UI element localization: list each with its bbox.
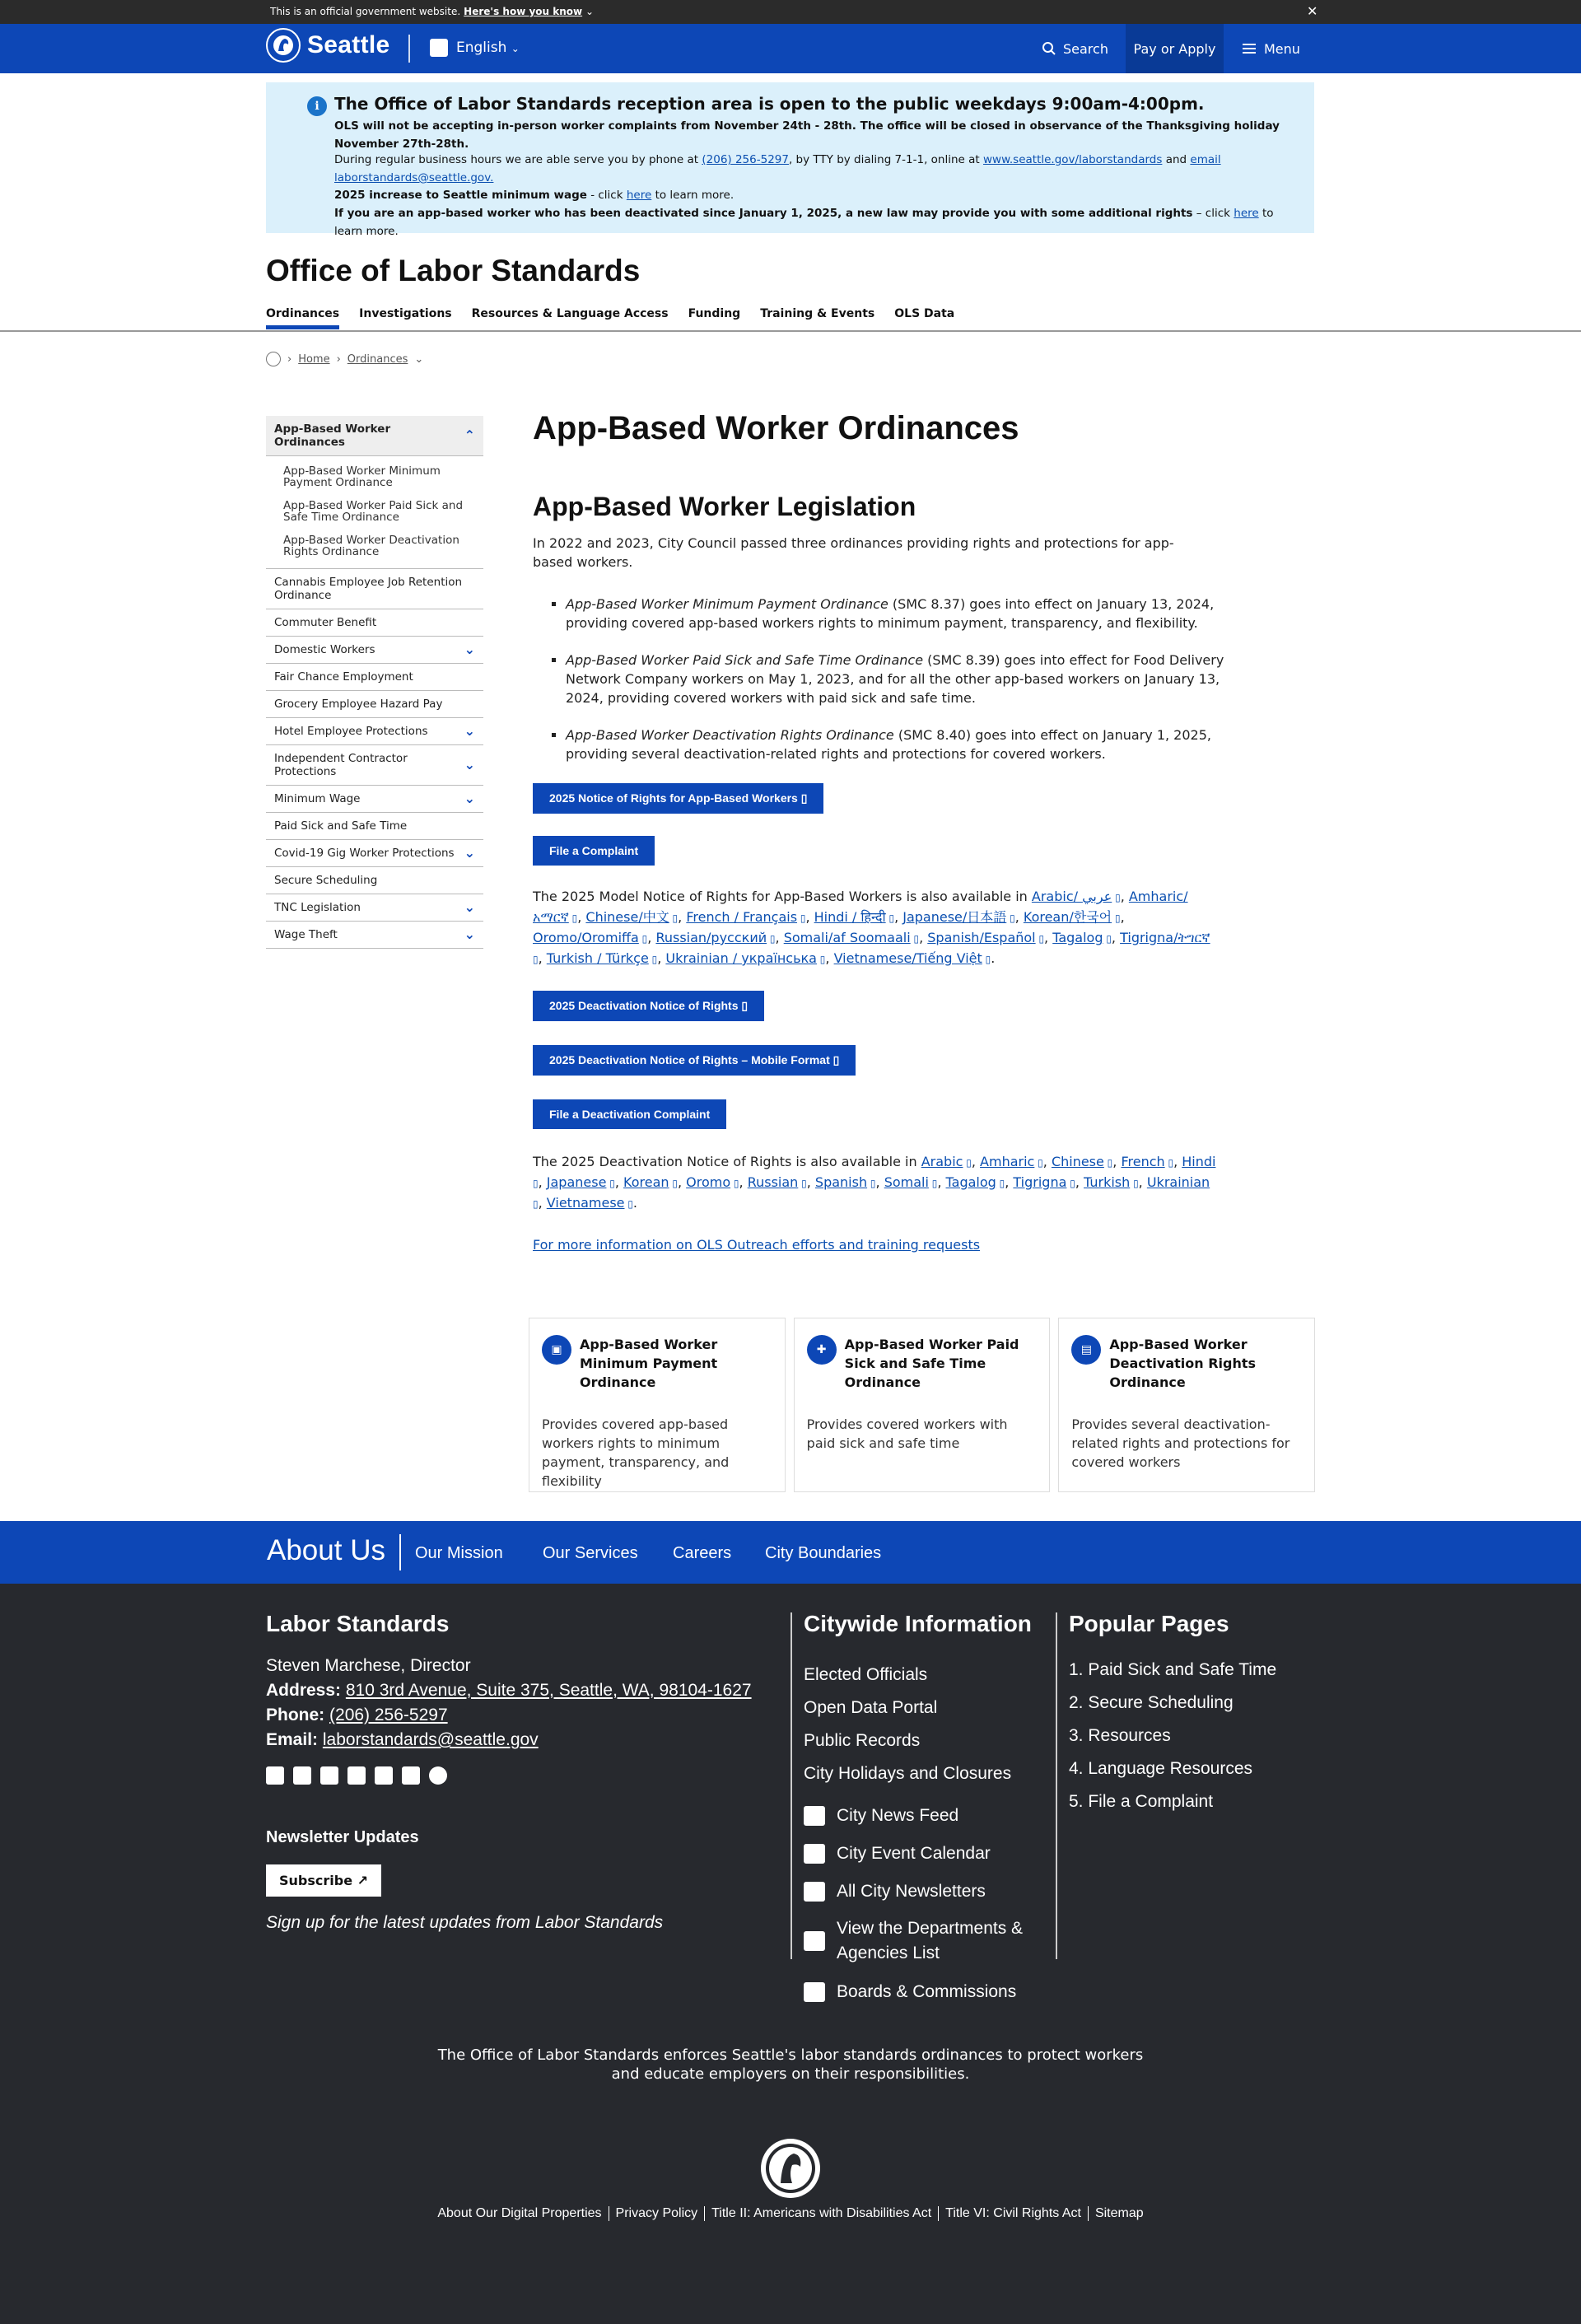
sidebar-item[interactable]: Cannabis Employee Job Retention Ordinance [266,569,483,609]
subscribe-button[interactable]: Subscribe ↗ [266,1864,381,1897]
breadcrumb-ordinances[interactable]: Ordinances [347,352,408,366]
document-icon: ▯ [963,1157,972,1169]
document-icon: ▯ [797,912,806,924]
notice-of-rights-button[interactable]: 2025 Notice of Rights for App-Based Workers ▯ [533,783,823,814]
search-button[interactable]: Search [1042,24,1108,73]
document-icon: ▯ [638,933,648,945]
language-link[interactable]: Oromo [686,1174,731,1190]
x-twitter-icon[interactable] [293,1766,311,1785]
hamburger-icon [1243,43,1256,54]
document-icon: ▯ [982,954,991,965]
language-link[interactable]: Hindi / हिन्दी [814,909,886,925]
document-icon: ▯ [1103,1157,1113,1169]
popular-page-link[interactable]: 3. Resources [1069,1726,1171,1745]
document-icon: ▯ [533,954,539,965]
sidebar-subitems [266,456,483,569]
language-link[interactable]: Turkish / Türkçe [546,950,649,966]
sidebar-item[interactable]: Minimum Wage ⌄ [266,786,483,813]
chevron-down-icon[interactable]: ⌄ [414,352,424,366]
language-link[interactable]: Korean/한국어 [1023,909,1112,925]
language-link[interactable]: Oromo/Oromiffa [533,930,639,945]
language-link[interactable]: Korean [623,1174,669,1190]
sidebar-item[interactable]: Paid Sick and Safe Time [266,813,483,840]
legal-link[interactable]: About Our Digital Properties [431,2206,609,2221]
document-icon: ▯ [730,1178,739,1189]
language-link[interactable]: Amharic/አማርኛ [533,889,1188,925]
deactivation-mobile-button[interactable]: 2025 Deactivation Notice of Rights – Mobile Format ▯ [533,1045,856,1076]
language-link[interactable]: Spanish [814,1174,868,1190]
model-notice-languages: The 2025 Model Notice of Rights for App-Based Workers is also available in Arabic/ عربي ▯, Amharic/አማርኛ ▯, Chinese/中文 ▯, French / Français ▯, Hindi / हिन्दी ▯, Japanese/日本語 ▯, Korean/한국어 ▯, Oromo/Oromiffa ▯, Russian/русский ▯, Somali/af Soomaali ▯, Spanish/Español ▯, Tagalog ▯, Tigrigna/ትግርኛ ▯, Turkish / Türkçe ▯, Ukrainian / українська ▯, Vietnamese/Tiếng Việt ▯. [533,889,1210,966]
city-event-calendar-link[interactable]: City Event Calendar [804,1844,1051,1864]
document-icon: ▯ [798,1178,807,1189]
popular-page-link[interactable]: 2. Secure Scheduling [1069,1693,1234,1712]
gov-banner [0,0,1581,24]
city-newsletters-link[interactable]: All City Newsletters [804,1882,1051,1902]
instagram-icon[interactable] [320,1766,338,1785]
wordpress-icon[interactable] [429,1766,447,1785]
sidebar-item-app-based[interactable]: App-Based Worker Ordinances ⌃ [266,416,483,456]
money-icon: ▣ [542,1335,571,1365]
tab-ols-data[interactable]: OLS Data [894,307,955,320]
language-link[interactable]: Tagalog [945,1174,996,1190]
citywide-link[interactable]: Elected Officials [804,1665,928,1684]
breadcrumb [266,352,423,366]
document-icon: ▯ [533,1198,539,1210]
seattle-seal-icon[interactable] [761,2139,820,2198]
bluesky-icon[interactable] [347,1766,366,1785]
alert-contact: During regular business hours we are able serve you by phone at (206) 256-5297, by TTY by dialing 7-1-1, online at www.seattle.gov/laborstandards and email laborstandards@seattle.gov. [334,153,1221,184]
language-link[interactable]: Russian/русский [655,930,767,945]
chevron-down-icon[interactable]: ⌄ [464,723,475,739]
appbased-here-link[interactable]: here [1234,207,1259,220]
tab-investigations[interactable]: Investigations [359,307,452,320]
document-icon: ▯ [648,954,658,965]
document-icon: ▯ [1006,912,1015,924]
document-icon: ▯ [885,912,895,924]
outreach-link[interactable]: For more information on OLS Outreach efforts and training requests [533,1237,981,1253]
language-link[interactable]: French [1121,1154,1165,1169]
language-select[interactable]: English ⌄ [456,40,520,56]
language-link[interactable]: Japanese [546,1174,607,1190]
language-link[interactable]: French / Français [686,909,798,925]
nav-divider [408,35,410,63]
language-link[interactable]: Tigrigna [1013,1174,1067,1190]
email-link[interactable]: email laborstandards@seattle.gov. [334,153,1221,184]
city-news-feed-link[interactable]: City News Feed [804,1806,1051,1826]
id-card-icon [804,1931,825,1951]
language-link[interactable]: Turkish [1084,1174,1131,1190]
site-title[interactable]: Office of Labor Standards [266,254,641,287]
chevron-down-icon: ⌄ [585,6,594,17]
language-link[interactable]: Amharic [980,1154,1035,1169]
document-icon: ▯ [1130,1178,1139,1189]
chevron-down-icon[interactable]: ⌄ [464,926,475,942]
document-icon: ▯ [767,933,776,945]
card-paid-sick[interactable]: ✚ App-Based Worker Paid Sick and Safe Time Ordinance Provides covered workers with paid sick and safe time [794,1318,1051,1492]
sidebar-subitem[interactable]: App-Based Worker Paid Sick and Safe Time Ordinance [283,499,464,524]
deactivation-notice-languages: The 2025 Deactivation Notice of Rights is also available in Arabic ▯, Amharic ▯, Chinese ▯, French ▯, Hindi ▯, Japanese ▯, Korean ▯, Oromo ▯, Russian ▯, Spanish ▯, Somali ▯, Tagalog ▯, Tigrigna ▯, Turkish ▯, Ukrainian ▯, Vietnamese ▯. [533,1154,1216,1211]
phone-link[interactable]: (206) 256-5297 [329,1706,448,1724]
ordinance-cards [529,1318,1315,1492]
external-link-icon: ↗ [357,1873,369,1888]
footer-divider [1056,1612,1057,1959]
language-link[interactable]: Tigrigna/ትግርኛ [1120,930,1210,945]
youtube-icon[interactable] [375,1766,393,1785]
card-deactivation[interactable]: ▤ App-Based Worker Deactivation Rights Ordinance Provides several deactivation-related rights and protections for covered workers [1058,1318,1315,1492]
document-icon: ▯ [568,912,578,924]
about-title: About Us [267,1534,385,1566]
newspaper-icon [804,1806,825,1826]
sidebar-item[interactable]: Fair Chance Employment [266,664,483,691]
document-icon: ▯ [800,791,808,805]
sidebar-item[interactable]: Domestic Workers ⌄ [266,637,483,664]
citywide-link[interactable]: City Holidays and Closures [804,1764,1012,1783]
footer-divider [790,1612,792,1959]
language-link[interactable]: Ukrainian / українська [665,950,817,966]
deactivation-notice-button[interactable]: 2025 Deactivation Notice of Rights ▯ [533,991,764,1021]
intro-text: In 2022 and 2023, City Council passed three ordinances providing rights and protections for app-based workers. [533,535,1174,570]
ordinance-list [566,595,1241,763]
list-item: ▪ App-Based Worker Deactivation Rights Ordinance (SMC 8.40) goes into effect on January 1, 2025, providing several deactivation-related rights and protections for covered workers. [566,726,1241,763]
document-icon: ▤ [1071,1335,1101,1365]
seattle-logo-icon[interactable] [266,28,301,63]
section-tabs [266,307,954,329]
document-icon: ▯ [928,1178,938,1189]
alert-appbased: If you are an app-based worker who has been deactivated since January 1, 2025, a new law may provide you with some additional rights – click here to learn more. [334,207,1274,238]
document-icon: ▯ [1035,933,1045,945]
sidebar-item[interactable]: Hotel Employee Protections ⌄ [266,718,483,745]
language-link[interactable]: Somali [884,1174,929,1190]
language-link[interactable]: Ukrainian [1146,1174,1210,1190]
alert-heading: The Office of Labor Standards reception area is open to the public weekdays 9:00am-4:00pm. [334,94,1205,114]
gov-banner-text: This is an official government website. Here's how you know ⌄ [270,6,594,17]
sidebar-nav [266,416,483,949]
main-content [533,408,1241,1255]
sidebar-item[interactable]: TNC Legislation ⌄ [266,894,483,922]
phone-link[interactable]: (206) 256-5297 [702,153,789,166]
info-icon: i [307,96,327,116]
about-bar [0,1521,1581,1584]
language-link[interactable]: Spanish/Español [927,930,1036,945]
document-icon: ▯ [867,1178,876,1189]
popular-page-link[interactable]: 4. Language Resources [1069,1759,1252,1778]
sidebar-item[interactable]: Covid-19 Gig Worker Protections ⌄ [266,840,483,867]
pay-or-apply-button[interactable]: Pay or Apply [1126,24,1224,73]
language-link[interactable]: Japanese/日本語 [902,909,1007,925]
language-link[interactable]: Vietnamese/Tiếng Việt [833,950,982,966]
legal-link[interactable]: Title VI: Civil Rights Act [939,2206,1089,2221]
sidebar-item[interactable]: Commuter Benefit [266,609,483,637]
social-links [266,1766,447,1785]
about-link-services[interactable]: Our Services [543,1544,638,1562]
address-link[interactable]: 810 3rd Avenue, Suite 375, Seattle, WA, 98104-1627 [345,1681,752,1700]
heres-how-link[interactable]: Here's how you know [464,6,583,17]
citywide-links [804,1659,1011,1790]
list-item: ▪ App-Based Worker Paid Sick and Safe Time Ordinance (SMC 8.39) goes into effect for Food Delivery Network Company workers on May 1, 2023, and for all the other app-based workers on January 13, 2024, providing covered workers with paid sick and safe time. [566,651,1241,707]
top-nav [0,24,1581,73]
chevron-down-icon[interactable]: ⌄ [464,642,475,657]
citywide-link[interactable]: Public Records [804,1731,921,1750]
departments-list-link[interactable]: View the Departments & Agencies List [804,1916,1051,1966]
document-icon: ▯ [606,1178,615,1189]
about-link-boundaries[interactable]: City Boundaries [765,1544,882,1562]
document-icon: ▯ [1112,892,1121,903]
sidebar-subitem[interactable]: App-Based Worker Minimum Payment Ordinance [283,464,441,489]
citywide-title: Citywide Information [804,1611,1032,1636]
language-link[interactable]: Somali/af Soomaali [783,930,911,945]
footer [0,1584,1581,2324]
footer-contact: Steven Marchese, Director Address: 810 3rd Avenue, Suite 375, Seattle, WA, 98104-1627 Phone: (206) 256-5297 Email: laborstandards@seattle.gov [266,1656,752,1749]
card-minimum-payment[interactable]: ▣ App-Based Worker Minimum Payment Ordinance Provides covered app-based workers rights to minimum payment, transparency, and flexibility [529,1318,786,1492]
email-link[interactable]: laborstandards@seattle.gov [322,1730,539,1749]
linkedin-icon[interactable] [402,1766,420,1785]
language-link[interactable]: Hindi [1182,1154,1216,1169]
sidebar-item[interactable]: Grocery Employee Hazard Pay [266,691,483,718]
close-icon[interactable]: ✕ [1307,3,1318,19]
citywide-link[interactable]: Open Data Portal [804,1698,938,1717]
language-link[interactable]: Arabic [921,1154,963,1169]
menu-button[interactable]: Menu [1243,24,1300,73]
document-icon: ▯ [669,912,679,924]
document-icon: ▯ [1164,1157,1174,1169]
chevron-right-icon: › [336,352,341,366]
popular-page-link[interactable]: 1. Paid Sick and Safe Time [1069,1660,1277,1679]
sidebar-item[interactable]: Independent Contractor Protections ⌄ [266,745,483,786]
about-divider [399,1534,401,1570]
footer-mission: The Office of Labor Standards enforces Seattle's labor standards ordinances to protect workers and educate employers on their responsibilities. [437,2046,1144,2083]
document-icon: ▯ [741,999,749,1012]
about-link-careers[interactable]: Careers [673,1544,732,1562]
search-icon [1042,41,1056,56]
document-icon: ▯ [1112,912,1121,924]
legal-link[interactable]: Title II: Americans with Disabilities Act [705,2206,939,2221]
facebook-icon[interactable] [266,1766,284,1785]
popular-title: Popular Pages [1069,1611,1229,1636]
alert-minwage: 2025 increase to Seattle minimum wage - click here to learn more. [334,189,735,202]
minwage-here-link[interactable]: here [626,189,652,202]
popular-links [1069,1654,1276,1818]
sidebar-subitem[interactable]: App-Based Worker Deactivation Rights Ordinance [283,534,459,558]
document-icon: ▯ [832,1053,840,1066]
document-icon: ▯ [1034,1157,1043,1169]
legal-links [0,2206,1581,2221]
citywide-icon-links [804,1806,1051,2002]
alert-closure: OLS will not be accepting in-person worker complaints from November 24th - 28th. The office will be closed in observance of the Thanksgiving holiday November 27th-28th. [334,119,1280,151]
file-complaint-button[interactable]: File a Complaint [533,836,655,866]
document-icon: ▯ [669,1178,678,1189]
document-icon: ▯ [1066,1178,1075,1189]
people-group-icon [804,1982,825,2002]
popular-page-link[interactable]: 5. File a Complaint [1069,1792,1214,1811]
document-icon: ▯ [533,1178,539,1189]
deactivation-complaint-button[interactable]: File a Deactivation Complaint [533,1099,726,1129]
inbox-icon [804,1882,825,1902]
language-link[interactable]: Chinese/中文 [585,909,669,925]
document-icon: ▯ [996,1178,1005,1189]
language-link[interactable]: Arabic/ عربي [1031,889,1112,904]
sidebar-item[interactable]: Secure Scheduling [266,867,483,894]
logo-text[interactable]: Seattle [307,31,390,58]
document-icon: ▯ [1103,933,1112,945]
language-link[interactable]: Chinese [1051,1154,1104,1169]
chevron-right-icon: › [287,352,292,366]
document-icon: ▯ [816,954,826,965]
newsletter-title: Newsletter Updates [266,1828,419,1846]
tab-training[interactable]: Training & Events [760,307,875,320]
footer-dept-title: Labor Standards [266,1611,450,1636]
section-heading: App-Based Worker Legislation [533,492,916,521]
page-title: App-Based Worker Ordinances [533,410,1019,446]
legal-link[interactable]: Sitemap [1094,2206,1144,2220]
chevron-up-icon[interactable]: ⌃ [464,427,475,443]
tab-resources[interactable]: Resources & Language Access [471,307,669,320]
language-link[interactable]: Tagalog [1052,930,1103,945]
alert-banner [266,82,1314,238]
website-link[interactable]: www.seattle.gov/laborstandards [982,153,1163,166]
chevron-down-icon[interactable]: ⌄ [464,791,475,806]
signup-text: Sign up for the latest updates from Labor Standards [266,1913,664,1932]
tab-divider [0,330,1581,332]
tab-ordinances[interactable]: Ordinances [266,307,339,329]
about-link-mission[interactable]: Our Mission [415,1544,503,1562]
document-icon: ▯ [624,1198,633,1210]
chevron-down-icon[interactable]: ⌄ [464,899,475,915]
document-icon: ▯ [910,933,920,945]
translate-icon[interactable] [430,39,448,57]
language-link[interactable]: Russian [747,1174,799,1190]
tab-funding[interactable]: Funding [688,307,741,320]
breadcrumb-home[interactable]: Home [298,352,330,366]
list-item: ▪ App-Based Worker Minimum Payment Ordinance (SMC 8.37) goes into effect on January 13, 2024, providing covered app-based workers rights to minimum payment, transparency, and flexibility. [566,595,1241,632]
chevron-down-icon[interactable]: ⌄ [464,757,475,772]
medical-bag-icon: ✚ [807,1335,837,1365]
legal-link[interactable]: Privacy Policy [609,2206,706,2221]
boards-commissions-link[interactable]: Boards & Commissions [804,1982,1051,2002]
sidebar-item[interactable]: Wage Theft ⌄ [266,922,483,949]
calendar-icon [804,1844,825,1864]
home-icon[interactable] [266,352,281,366]
language-link[interactable]: Vietnamese [546,1195,625,1211]
chevron-down-icon[interactable]: ⌄ [464,845,475,861]
